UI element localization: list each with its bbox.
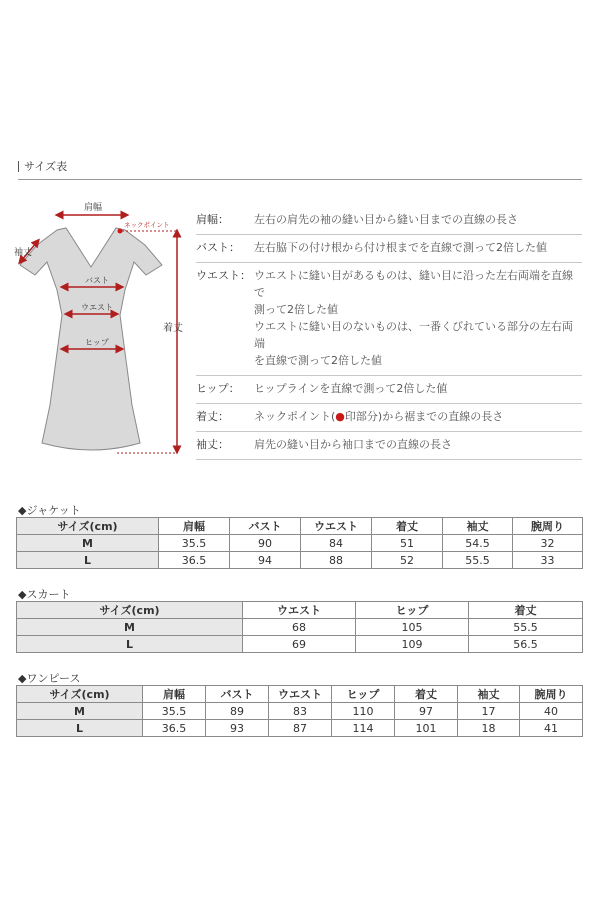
table-cell: 36.5 <box>159 552 230 569</box>
definition-description <box>254 380 582 397</box>
column-header: ヒップ <box>332 686 395 703</box>
neck-point-dot <box>118 229 123 234</box>
table-cell: 68 <box>243 619 356 636</box>
table-cell: 88 <box>301 552 372 569</box>
table-cell: 84 <box>301 535 372 552</box>
jacket-table-label: ◆ジャケット <box>18 504 81 517</box>
definition-text: 印部分)から裾までの直線の長さ <box>344 410 504 423</box>
column-header: ウエスト <box>301 518 372 535</box>
table-cell: 110 <box>332 703 395 720</box>
size-label: M <box>17 619 243 636</box>
table-cell: 40 <box>520 703 583 720</box>
table-cell: 89 <box>206 703 269 720</box>
definition-term: バスト： <box>196 241 240 254</box>
table-row <box>17 535 583 552</box>
table-row <box>17 703 583 720</box>
column-header: 袖丈 <box>458 686 520 703</box>
measurement-definitions <box>196 207 582 460</box>
definition-row <box>196 432 582 460</box>
definition-row <box>196 404 582 432</box>
definition-description <box>254 267 582 369</box>
size-label: L <box>17 720 143 737</box>
label-shoulder: 肩幅 <box>84 203 103 213</box>
column-header: バスト <box>230 518 301 535</box>
label-waist: ウエスト <box>81 303 113 312</box>
definition-line: 肩先の縫い目から袖口までの直線の長さ <box>254 438 452 451</box>
definition-line: を直線で測って2倍した値 <box>254 354 382 367</box>
definition-term: ヒップ： <box>196 382 240 395</box>
definition-row <box>196 235 582 263</box>
label-length: 着丈 <box>163 323 183 334</box>
label-sleeve: 袖丈 <box>14 248 33 258</box>
table-cell: 17 <box>458 703 520 720</box>
column-header: 肩幅 <box>159 518 230 535</box>
definition-line: ウエストに縫い目のないものは、一番くびれている部分の左右両端 <box>254 320 573 350</box>
definition-line: 左右の肩先の袖の縫い目から縫い目までの直線の長さ <box>254 213 518 226</box>
table-cell: 101 <box>395 720 458 737</box>
skirt-size-table <box>16 601 583 653</box>
table-cell: 114 <box>332 720 395 737</box>
header-bar <box>18 161 19 172</box>
table-cell: 35.5 <box>143 703 206 720</box>
definition-row <box>196 376 582 404</box>
definition-row <box>196 207 582 235</box>
table-cell: 105 <box>356 619 469 636</box>
table-row <box>17 619 583 636</box>
definition-row <box>196 263 582 376</box>
label-bust: バスト <box>85 276 109 285</box>
table-cell: 109 <box>356 636 469 653</box>
definition-term: 肩幅： <box>196 213 229 226</box>
table-cell: 90 <box>230 535 301 552</box>
column-header: サイズ(cm) <box>17 602 243 619</box>
table-cell: 32 <box>513 535 583 552</box>
definition-line: ヒップラインを直線で測って2倍した値 <box>254 382 448 395</box>
definition-term: 着丈： <box>196 410 229 423</box>
table-header-row <box>17 686 583 703</box>
table-cell: 35.5 <box>159 535 230 552</box>
table-cell: 36.5 <box>143 720 206 737</box>
definition-term: ウエスト： <box>196 269 251 282</box>
size-label: L <box>17 636 243 653</box>
table-cell: 52 <box>372 552 443 569</box>
neck-point-marker: ● <box>335 410 345 423</box>
column-header: サイズ(cm) <box>17 518 159 535</box>
table-row <box>17 552 583 569</box>
table-row <box>17 636 583 653</box>
column-header: サイズ(cm) <box>17 686 143 703</box>
definition-line <box>254 408 582 425</box>
column-header: ウエスト <box>243 602 356 619</box>
column-header: 着丈 <box>395 686 458 703</box>
size-label: L <box>17 552 159 569</box>
dress-illustration <box>12 195 187 465</box>
table-row <box>17 720 583 737</box>
definition-line: ウエストに縫い目があるものは、縫い目に沿った左右両端を直線で <box>254 269 573 299</box>
table-cell: 94 <box>230 552 301 569</box>
definition-description <box>254 239 582 256</box>
column-header: 着丈 <box>372 518 443 535</box>
table-cell: 33 <box>513 552 583 569</box>
dress-diagram <box>12 195 187 465</box>
column-header: 肩幅 <box>143 686 206 703</box>
table-cell: 87 <box>269 720 332 737</box>
onepiece-table-label: ◆ワンピース <box>18 672 81 685</box>
definition-term: 袖丈： <box>196 438 229 451</box>
section-title: サイズ表 <box>24 160 68 173</box>
table-cell: 97 <box>395 703 458 720</box>
definition-description <box>254 408 582 425</box>
table-cell: 51 <box>372 535 443 552</box>
table-cell: 93 <box>206 720 269 737</box>
definition-text: ネックポイント( <box>254 410 336 423</box>
column-header: ヒップ <box>356 602 469 619</box>
table-cell: 56.5 <box>469 636 583 653</box>
column-header: 腕周り <box>520 686 583 703</box>
onepiece-size-table <box>16 685 583 737</box>
definition-line: 測って2倍した値 <box>254 303 338 316</box>
size-chart-header <box>18 158 582 180</box>
table-header-row <box>17 602 583 619</box>
column-header: ウエスト <box>269 686 332 703</box>
size-label: M <box>17 703 143 720</box>
skirt-table-label: ◆スカート <box>18 588 71 601</box>
jacket-size-table <box>16 517 583 569</box>
table-cell: 55.5 <box>469 619 583 636</box>
definition-line: 左右脇下の付け根から付け根までを直線で測って2倍した値 <box>254 241 547 254</box>
column-header: 袖丈 <box>443 518 513 535</box>
size-label: M <box>17 535 159 552</box>
table-cell: 41 <box>520 720 583 737</box>
definition-description <box>254 436 582 453</box>
label-neck-point: ネックポイント <box>124 221 170 229</box>
table-header-row <box>17 518 583 535</box>
table-cell: 69 <box>243 636 356 653</box>
table-cell: 54.5 <box>443 535 513 552</box>
column-header: バスト <box>206 686 269 703</box>
table-cell: 18 <box>458 720 520 737</box>
table-cell: 55.5 <box>443 552 513 569</box>
column-header: 着丈 <box>469 602 583 619</box>
table-cell: 83 <box>269 703 332 720</box>
column-header: 腕周り <box>513 518 583 535</box>
label-hip: ヒップ <box>85 338 109 347</box>
definition-description <box>254 211 582 228</box>
